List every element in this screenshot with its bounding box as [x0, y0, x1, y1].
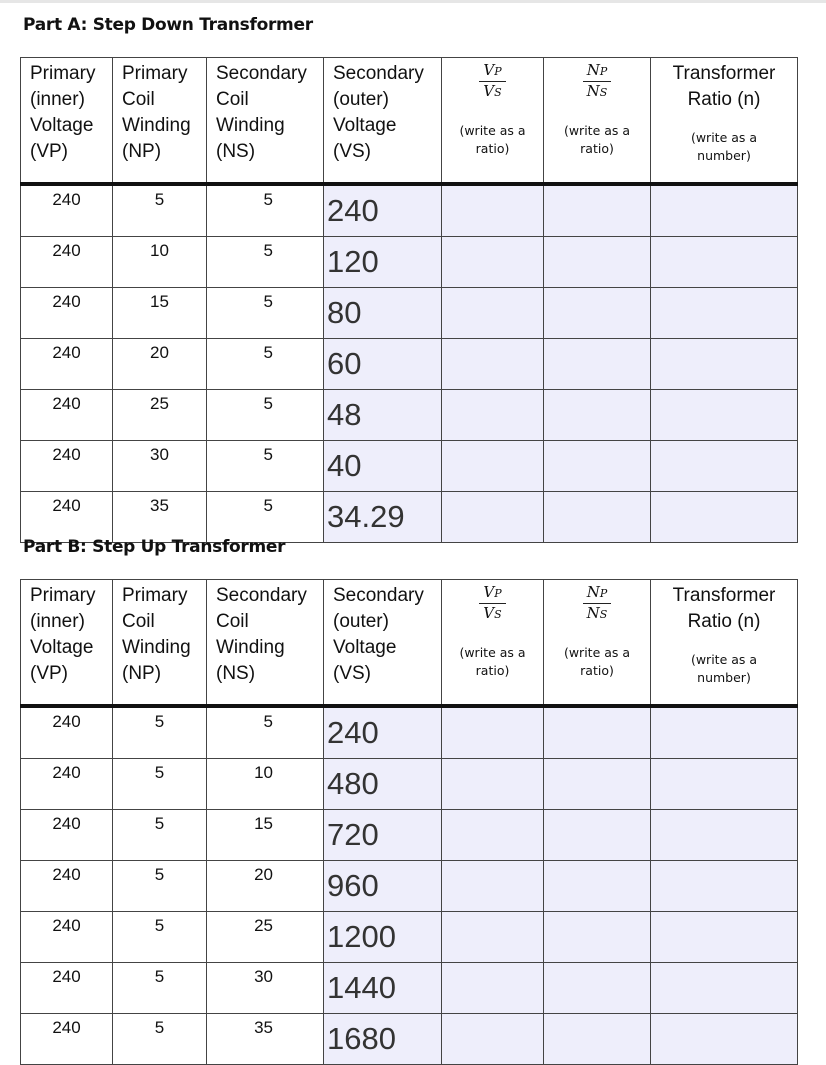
winding-ratio-input[interactable] [544, 912, 651, 963]
transformer-ratio-input[interactable] [651, 912, 798, 963]
secondary-winding-cell: 25 [207, 912, 324, 963]
secondary-voltage-field[interactable]: 120 [324, 237, 442, 288]
secondary-winding-cell: 5 [207, 184, 324, 237]
part-b-header-secondary-voltage-line: Voltage [333, 637, 397, 658]
secondary-voltage-field[interactable]: 34.29 [324, 492, 442, 543]
part-a-header-voltage-ratio [442, 58, 544, 185]
voltage-ratio-input[interactable] [442, 441, 544, 492]
part-a-header-secondary-voltage-line: (outer) [333, 89, 389, 110]
page-top-edge [0, 0, 826, 3]
winding-ratio-input[interactable] [544, 759, 651, 810]
part-b-header-primary-voltage-line: Primary [30, 585, 96, 606]
primary-voltage-cell: 240 [21, 810, 113, 861]
part-b-header-transformer-ratio-note: (write as a number) [690, 652, 758, 685]
part-b-header-transformer-ratio: Transformer Ratio (n) (write as a number) [651, 580, 798, 707]
transformer-ratio-input[interactable] [651, 706, 798, 759]
primary-voltage-cell: 240 [21, 861, 113, 912]
secondary-winding-cell: 5 [207, 706, 324, 759]
part-a-header-secondary-voltage-line: (VS) [333, 141, 371, 162]
table-row [21, 288, 798, 339]
part-b-header-secondary-voltage-line: Secondary [333, 585, 424, 606]
table-row [21, 390, 798, 441]
secondary-winding-cell: 35 [207, 1014, 324, 1065]
winding-ratio-input[interactable] [544, 441, 651, 492]
primary-winding-cell: 15 [113, 288, 207, 339]
secondary-voltage-field[interactable]: 480 [324, 759, 442, 810]
primary-winding-cell: 20 [113, 339, 207, 390]
part-a-header-secondary-voltage-line: Voltage [333, 115, 397, 136]
part-a-title: Part A: Step Down Transformer [23, 15, 313, 35]
secondary-voltage-field[interactable]: 720 [324, 810, 442, 861]
secondary-voltage-field[interactable]: 60 [324, 339, 442, 390]
voltage-ratio-input[interactable] [442, 237, 544, 288]
part-a-data-table [20, 57, 798, 543]
secondary-winding-cell: 20 [207, 861, 324, 912]
part-a-header-secondary-winding-line: Coil [216, 89, 249, 110]
part-a-header-primary-winding-line: Winding [122, 115, 191, 136]
winding-ratio-input[interactable] [544, 288, 651, 339]
table-row [21, 441, 798, 492]
part-a-header-transformer-ratio-note: (write as a number) [690, 130, 758, 163]
part-b-header-winding-ratio-note: (write as a ratio) [563, 645, 631, 678]
primary-winding-cell: 5 [113, 759, 207, 810]
part-a-header-primary-voltage-line: (VP) [30, 141, 68, 162]
primary-voltage-cell: 240 [21, 963, 113, 1014]
part-b-header-voltage-ratio-fraction: $\frac{VP}{VS}$ [479, 583, 505, 624]
primary-voltage-cell: 240 [21, 237, 113, 288]
part-b-header-secondary-winding-line: Coil [216, 611, 249, 632]
part-a-header-primary-voltage [21, 58, 113, 185]
voltage-ratio-input[interactable] [442, 759, 544, 810]
voltage-ratio-input[interactable] [442, 339, 544, 390]
voltage-ratio-input[interactable] [442, 706, 544, 759]
secondary-winding-cell: 5 [207, 339, 324, 390]
transformer-ratio-input[interactable] [651, 810, 798, 861]
part-b-header-secondary-winding [207, 580, 324, 707]
part-a-header-secondary-winding [207, 58, 324, 185]
secondary-winding-cell: 5 [207, 390, 324, 441]
primary-voltage-cell: 240 [21, 339, 113, 390]
transformer-ratio-input[interactable] [651, 1014, 798, 1065]
transformer-ratio-input[interactable] [651, 237, 798, 288]
table-row [21, 759, 798, 810]
voltage-ratio-input[interactable] [442, 861, 544, 912]
primary-winding-cell: 10 [113, 237, 207, 288]
secondary-winding-cell: 15 [207, 810, 324, 861]
primary-voltage-cell: 240 [21, 492, 113, 543]
part-a-header-primary-winding-line: (NP) [122, 141, 162, 162]
part-b-header-primary-voltage [21, 580, 113, 707]
table-row [21, 810, 798, 861]
part-b-header-secondary-winding-line: (NS) [216, 663, 256, 684]
primary-winding-cell: 5 [113, 963, 207, 1014]
primary-voltage-cell: 240 [21, 184, 113, 237]
primary-winding-cell: 30 [113, 441, 207, 492]
part-b-header-primary-winding-line: Coil [122, 611, 155, 632]
primary-voltage-cell: 240 [21, 441, 113, 492]
winding-ratio-input[interactable] [544, 339, 651, 390]
transformer-ratio-input[interactable] [651, 861, 798, 912]
part-b-header-winding-ratio [544, 580, 651, 707]
voltage-ratio-input[interactable] [442, 1014, 544, 1065]
part-a-header-primary-voltage-line: Primary [30, 63, 96, 84]
part-a-header-winding-ratio [544, 58, 651, 185]
table-row [21, 184, 798, 237]
part-b-header-primary-winding [113, 580, 207, 707]
voltage-ratio-input[interactable] [442, 288, 544, 339]
winding-ratio-input[interactable] [544, 963, 651, 1014]
winding-ratio-input[interactable] [544, 184, 651, 237]
table-row [21, 492, 798, 543]
table-row [21, 963, 798, 1014]
part-b-header-primary-voltage-line: (VP) [30, 663, 68, 684]
part-b-header-primary-voltage-line: (inner) [30, 611, 85, 632]
secondary-voltage-field[interactable]: 240 [324, 184, 442, 237]
secondary-voltage-field[interactable]: 1680 [324, 1014, 442, 1065]
part-a-header-primary-voltage-line: (inner) [30, 89, 85, 110]
part-a-header-primary-winding [113, 58, 207, 185]
table-row [21, 339, 798, 390]
part-a-header-secondary-voltage [324, 58, 442, 185]
secondary-winding-cell: 30 [207, 963, 324, 1014]
primary-winding-cell: 25 [113, 390, 207, 441]
part-a-header-winding-ratio-note: (write as a ratio) [563, 123, 631, 156]
transformer-ratio-input[interactable] [651, 390, 798, 441]
secondary-voltage-field[interactable]: 960 [324, 861, 442, 912]
primary-voltage-cell: 240 [21, 912, 113, 963]
voltage-ratio-input[interactable] [442, 912, 544, 963]
part-b-header-voltage-ratio-note: (write as a ratio) [459, 645, 526, 678]
part-b-header-primary-winding-line: Winding [122, 637, 191, 658]
secondary-voltage-field[interactable]: 1440 [324, 963, 442, 1014]
part-b-header-primary-winding-line: (NP) [122, 663, 162, 684]
winding-ratio-input[interactable] [544, 390, 651, 441]
winding-ratio-input[interactable] [544, 861, 651, 912]
part-b-header-primary-winding-line: Primary [122, 585, 188, 606]
part-a-header-row [21, 58, 798, 185]
part-a-header-winding-ratio-fraction: $\frac{NP}{NS}$ [583, 61, 612, 102]
voltage-ratio-input[interactable] [442, 492, 544, 543]
voltage-ratio-input[interactable] [442, 810, 544, 861]
secondary-voltage-field[interactable]: 80 [324, 288, 442, 339]
primary-winding-cell: 5 [113, 184, 207, 237]
table-row [21, 706, 798, 759]
primary-winding-cell: 5 [113, 1014, 207, 1065]
secondary-voltage-field[interactable]: 40 [324, 441, 442, 492]
secondary-winding-cell: 5 [207, 441, 324, 492]
primary-winding-cell: 5 [113, 810, 207, 861]
voltage-ratio-input[interactable] [442, 963, 544, 1014]
primary-voltage-cell: 240 [21, 706, 113, 759]
table-row [21, 861, 798, 912]
secondary-winding-cell: 5 [207, 237, 324, 288]
transformer-ratio-input[interactable] [651, 441, 798, 492]
voltage-ratio-input[interactable] [442, 390, 544, 441]
part-b-header-winding-ratio-fraction: $\frac{NP}{NS}$ [583, 583, 612, 624]
part-b-header-secondary-voltage-line: (outer) [333, 611, 389, 632]
transformer-ratio-input[interactable] [651, 184, 798, 237]
primary-voltage-cell: 240 [21, 390, 113, 441]
part-a-header-secondary-winding-line: Secondary [216, 63, 307, 84]
winding-ratio-input[interactable] [544, 810, 651, 861]
winding-ratio-input[interactable] [544, 492, 651, 543]
part-a-header-primary-winding-line: Coil [122, 89, 155, 110]
part-a-header-voltage-ratio-fraction: $\frac{VP}{VS}$ [479, 61, 505, 102]
primary-voltage-cell: 240 [21, 759, 113, 810]
transformer-ratio-input[interactable] [651, 288, 798, 339]
transformer-ratio-input[interactable] [651, 759, 798, 810]
part-a-header-secondary-voltage-line: Secondary [333, 63, 424, 84]
secondary-voltage-field[interactable]: 240 [324, 706, 442, 759]
primary-voltage-cell: 240 [21, 1014, 113, 1065]
part-b-data-table [20, 579, 798, 1065]
part-a-header-primary-voltage-line: Voltage [30, 115, 94, 136]
part-b-header-secondary-winding-line: Winding [216, 637, 285, 658]
transformer-ratio-input[interactable] [651, 492, 798, 543]
part-b-header-secondary-voltage-line: (VS) [333, 663, 371, 684]
table-row [21, 912, 798, 963]
part-a-header-secondary-winding-line: Winding [216, 115, 285, 136]
primary-winding-cell: 35 [113, 492, 207, 543]
secondary-voltage-field[interactable]: 48 [324, 390, 442, 441]
part-a-header-primary-winding-line: Primary [122, 63, 188, 84]
part-b-header-secondary-voltage [324, 580, 442, 707]
secondary-winding-cell: 5 [207, 492, 324, 543]
part-a-header-voltage-ratio-note: (write as a ratio) [459, 123, 526, 156]
secondary-voltage-field[interactable]: 1200 [324, 912, 442, 963]
part-b-title: Part B: Step Up Transformer [23, 537, 286, 557]
primary-winding-cell: 5 [113, 912, 207, 963]
winding-ratio-input[interactable] [544, 706, 651, 759]
part-a-header-transformer-ratio: Transformer Ratio (n) (write as a number) [651, 58, 798, 185]
secondary-winding-cell: 5 [207, 288, 324, 339]
secondary-winding-cell: 10 [207, 759, 324, 810]
voltage-ratio-input[interactable] [442, 184, 544, 237]
part-a-header-secondary-winding-line: (NS) [216, 141, 256, 162]
winding-ratio-input[interactable] [544, 237, 651, 288]
part-b-header-primary-voltage-line: Voltage [30, 637, 94, 658]
transformer-ratio-input[interactable] [651, 339, 798, 390]
winding-ratio-input[interactable] [544, 1014, 651, 1065]
table-row [21, 237, 798, 288]
table-row [21, 1014, 798, 1065]
transformer-ratio-input[interactable] [651, 963, 798, 1014]
part-b-header-secondary-winding-line: Secondary [216, 585, 307, 606]
primary-winding-cell: 5 [113, 861, 207, 912]
part-b-header-row [21, 580, 798, 707]
primary-voltage-cell: 240 [21, 288, 113, 339]
part-b-header-voltage-ratio [442, 580, 544, 707]
primary-winding-cell: 5 [113, 706, 207, 759]
